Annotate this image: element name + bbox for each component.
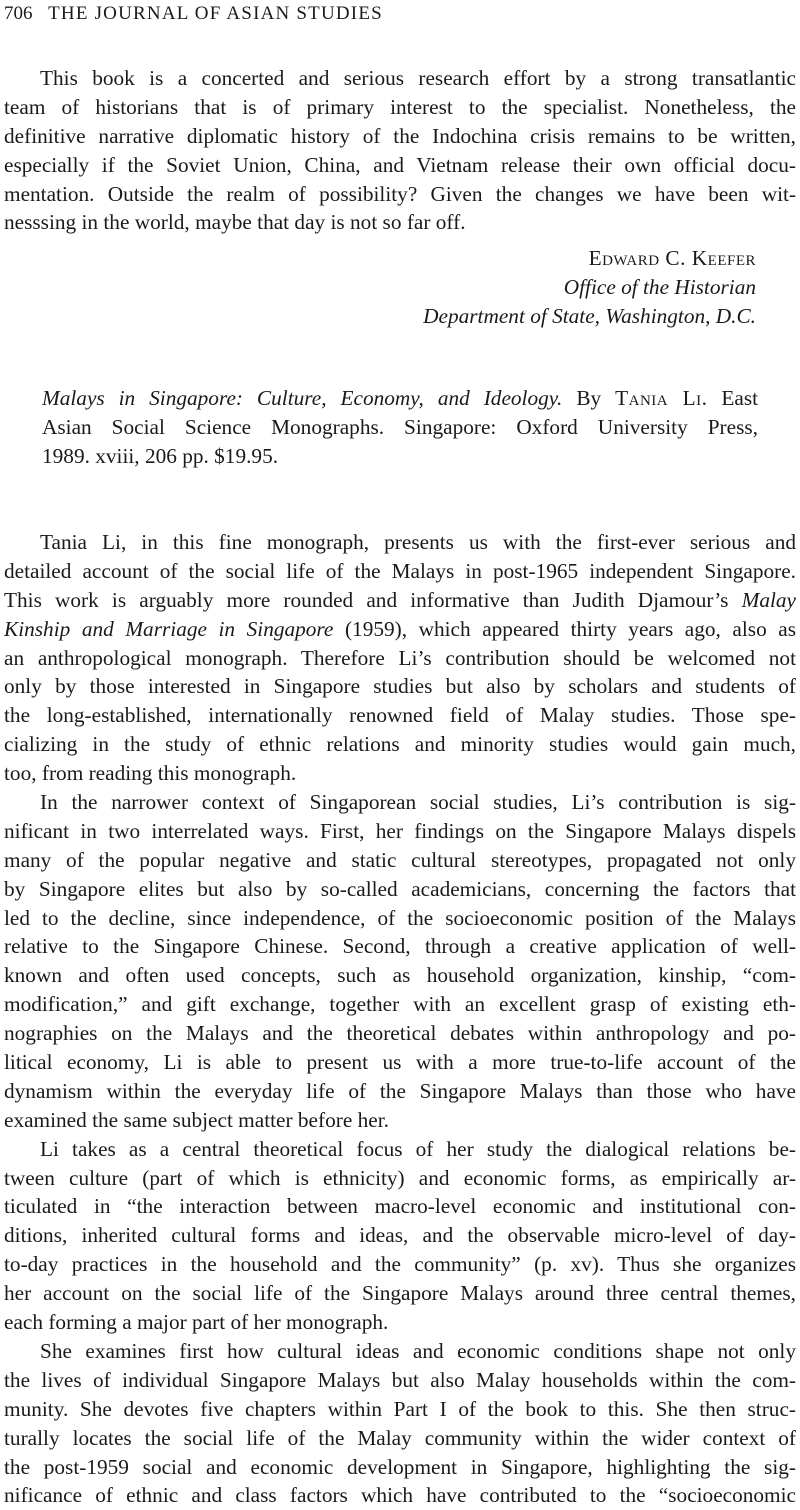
- text-line: She examines first how cultural ideas and economic conditions shape not only: [40, 1338, 796, 1363]
- text-line: dynamism within the everyday life of the Singapore Malays than those who have: [4, 1078, 796, 1103]
- text-line: This work is arguably more rounded and informative than Judith Djamour’s Malay: [4, 587, 796, 612]
- text-line: known and often used concepts, such as household organization, kinship, “com-: [4, 963, 796, 988]
- text-line: detailed account of the social life of the Malays in post-1965 independent Singapore.: [4, 558, 796, 583]
- text-line: examined the same subject matter before her.: [4, 1107, 389, 1132]
- text-line: Kinship and Marriage in Singapore (1959), which appeared thirty years ago, also as: [4, 616, 796, 641]
- text-line: many of the popular negative and static cultural stereotypes, propagated not only: [4, 847, 796, 872]
- book-author: Tania Li.: [615, 386, 708, 410]
- book-title: Malays in Singapore: Culture, Economy, and Ideology.: [42, 386, 563, 410]
- text-line: This book is a concerted and serious research effort by a strong transatlantic: [40, 66, 796, 90]
- paragraph-4: [4, 1337, 796, 1510]
- text-line: tween culture (part of which is ethnicity) and economic forms, as empirically ar-: [4, 1165, 796, 1190]
- text-line: nesssing in the world, maybe that day is not so far off.: [4, 210, 466, 235]
- text-line: to-day practices in the household and the community” (p. xv). Thus she organizes: [4, 1252, 796, 1277]
- paragraph-2: [4, 788, 796, 1135]
- text-line: too, from reading this monograph.: [4, 761, 297, 786]
- text-line: munity. She devotes five chapters within Part I of the book to this. She then struc-: [4, 1396, 796, 1421]
- text-line: led to the decline, since independence, of the socioeconomic position of the Malays: [4, 905, 796, 930]
- text-line: an anthropological monograph. Therefore Li’s contribution should be welcomed not: [4, 645, 796, 670]
- text-line: nificant in two interrelated ways. First, her findings on the Singapore Malays dispels: [4, 818, 796, 843]
- book-citation: [42, 384, 758, 471]
- citation-line: Malays in Singapore: Culture, Economy, and Ideology. By Tania Li. East: [42, 386, 758, 410]
- text-line: turally locates the social life of the Malay community within the wider context of: [4, 1425, 796, 1450]
- reviewer-name: Edward C. Keefer: [588, 246, 756, 270]
- citation-line: Asian Social Science Monographs. Singapore: Oxford University Press,: [42, 414, 758, 439]
- review-li-body: [4, 528, 796, 1510]
- citation-line: 1989. xviii, 206 pp. $19.95.: [42, 443, 279, 468]
- reviewer-office: Office of the Historian: [563, 274, 756, 299]
- page-number: 706: [4, 3, 33, 24]
- text-line: only by those interested in Singapore studies but also by scholars and students of: [4, 674, 796, 699]
- text-line: ticulated in “the interaction between macro-level economic and institutional con-: [4, 1194, 796, 1219]
- running-header: [4, 2, 784, 26]
- text-line: her account on the social life of the Singapore Malays around three central themes,: [4, 1281, 796, 1306]
- reviewer-department: Department of State, Washington, D.C.: [423, 303, 756, 328]
- text-line: the long-established, internationally renowned field of Malay studies. Those spe-: [4, 703, 796, 728]
- journal-title: THE JOURNAL OF ASIAN STUDIES: [48, 3, 383, 24]
- text-line: In the narrower context of Singaporean social studies, Li’s contribution is sig-: [40, 790, 796, 815]
- text-line: cializing in the study of ethnic relations and minority studies would gain much,: [4, 732, 796, 757]
- reviewer-signature: [4, 244, 756, 331]
- text-line: each forming a major part of her monograph.: [4, 1310, 389, 1335]
- paragraph-1: [4, 528, 796, 788]
- text-line: the lives of individual Singapore Malays but also Malay households within the com-: [4, 1367, 796, 1392]
- text-line: especially if the Soviet Union, China, and Vietnam release their own official docu-: [4, 152, 796, 177]
- text-line: mentation. Outside the realm of possibility? Given the changes we have been wit-: [4, 181, 796, 206]
- text-line: modification,” and gift exchange, together with an excellent grasp of existing eth-: [4, 992, 796, 1017]
- paragraph-3: [4, 1135, 796, 1337]
- text-line: relative to the Singapore Chinese. Second, through a creative application of well-: [4, 934, 796, 959]
- review-keefer-paragraph: [4, 64, 796, 237]
- text-line: definitive narrative diplomatic history of the Indochina crisis remains to be written,: [4, 123, 796, 148]
- text-line: Li takes as a central theoretical focus of her study the dialogical relations be-: [40, 1136, 796, 1161]
- text-line: the post-1959 social and economic development in Singapore, highlighting the sig-: [4, 1454, 796, 1479]
- text-line: team of historians that is of primary interest to the specialist. Nonetheless, the: [4, 94, 796, 119]
- text-line: ditions, inherited cultural forms and ideas, and the observable micro-level of day-: [4, 1223, 796, 1248]
- text-line: Tania Li, in this fine monograph, presents us with the first-ever serious and: [40, 530, 796, 554]
- text-line: nographies on the Malays and the theoretical debates within anthropology and po-: [4, 1021, 796, 1046]
- text-line: by Singapore elites but also by so-called academicians, concerning the factors that: [4, 876, 796, 901]
- text-line: nificance of ethnic and class factors which have contributed to the “socioeconomic: [4, 1483, 796, 1508]
- text-line: litical economy, Li is able to present us with a more true-to-life account of the: [4, 1050, 796, 1075]
